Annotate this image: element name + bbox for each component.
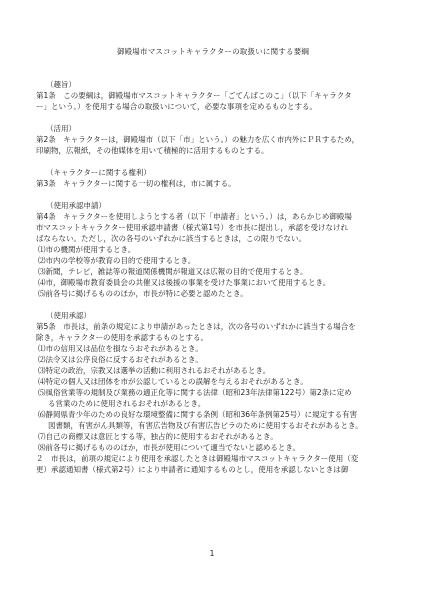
list-item: ⑵市内の学校等が教育の目的で使用するとき。 bbox=[38, 256, 196, 265]
paragraph-line: ２ 市長は，前項の規定により使用を承認したときは御殿場市マスコットキャラクター使用（変 bbox=[36, 454, 359, 463]
article-text-line: 市マスコットキャラクター使用承認申請書（様式第1号）を市長に提出し，承認を受けなけれ bbox=[36, 223, 348, 232]
article-section bbox=[36, 123, 390, 156]
article-text-line: 除き，キャラクターの使用を承認するものとする。 bbox=[36, 333, 209, 342]
articles-container bbox=[36, 79, 390, 475]
article-caption: （使用承認申請） bbox=[46, 201, 106, 210]
list-item: ⑶特定の政治，宗教又は選挙の活動に利用されるおそれがあるとき。 bbox=[38, 366, 271, 375]
article-caption: （趣旨） bbox=[46, 80, 76, 89]
list-item: ⑸風俗営業等の規制及び業務の適正化等に関する法律（昭和23年法律第122号）第2条に定め bbox=[38, 388, 352, 397]
article-text-line: 第2条 キャラクターは，御殿場市（以下「市」という。）の魅力を広く市内外にＰＲするため， bbox=[36, 135, 360, 144]
article-text-line: 第3条 キャラクターに関する一切の権利は，市に属する。 bbox=[36, 179, 236, 188]
article-section bbox=[36, 200, 390, 299]
list-item: ⑷市，御殿場市教育委員会の共催又は後援の事業を受けた事業において使用するとき。 bbox=[38, 278, 331, 287]
article-text-line: ー」という。）を使用する場合の取扱いについて，必要な事項を定めるものとする。 bbox=[36, 102, 317, 111]
article-text-line: 第1条 この要綱は，御殿場市マスコットキャラクター「ごてんばこのこ」（以下「キャラクタ bbox=[36, 91, 352, 100]
list-item-continued: 図書類，有害がん具類等，有害広告物及び有害広告ビラのために使用するおそれがあるとき。 bbox=[48, 421, 363, 430]
article-section bbox=[36, 79, 390, 112]
article-text-line: 第4条 キャラクターを使用しようとする者（以下「申請者」という。）は，あらかじめ御殿場 bbox=[36, 212, 352, 221]
list-item: ⑺自己の商標又は意匠とする等，独占的に使用するおそれがあるとき。 bbox=[38, 432, 278, 441]
list-item: ⑹静岡県青少年のための良好な環境整備に関する条例（昭和36年条例第25号）に規定する有害 bbox=[38, 410, 358, 419]
list-item: ⑷特定の個人又は団体を市が公認しているとの誤解を与えるおそれがあるとき。 bbox=[38, 377, 308, 386]
article-text-line: 第5条 市長は，前条の規定により申請があったときは，次の各号のいずれかに該当する場合を bbox=[36, 322, 356, 331]
list-item: ⑵法令又は公序良俗に反するおそれがあるとき。 bbox=[38, 355, 203, 364]
page-number: 1 bbox=[209, 549, 215, 558]
paragraph-line: 更）承認通知書（様式第2号）により申請者に通知するものとし，使用を承認しないときは御 bbox=[36, 465, 349, 474]
document-title: 御殿場市マスコットキャラクターの取扱いに関する要綱 bbox=[116, 47, 310, 56]
list-item: ⑴市の信用又は品位を損なうおそれがあるとき。 bbox=[38, 344, 203, 353]
article-text-line: 印刷物，広報紙，その他媒体を用いて積極的に活用するものとする。 bbox=[36, 146, 269, 155]
article-caption: （使用承認） bbox=[46, 311, 91, 320]
article-section bbox=[36, 310, 390, 475]
article-caption: （キャラクターに関する権利） bbox=[46, 168, 151, 177]
article-text-line: ばならない。ただし，次の各号のいずれかに該当するときは，この限りでない。 bbox=[36, 234, 306, 243]
list-item: ⑸前各号に掲げるもののほか，市長が特に必要と認めたとき。 bbox=[38, 289, 248, 298]
list-item: ⑶新聞，テレビ，雑誌等の報道関係機関が報道又は広報の目的で使用するとき。 bbox=[38, 267, 308, 276]
list-item: ⑻前各号に掲げるもののほか，市長が使用について適当でないと認めるとき。 bbox=[38, 443, 301, 452]
list-item: ⑴市の機関が使用するとき。 bbox=[38, 245, 136, 254]
list-item-continued: る営業のために使用されるおそれがあるとき。 bbox=[48, 399, 206, 408]
article-caption: （活用） bbox=[46, 124, 76, 133]
article-section bbox=[36, 167, 390, 189]
